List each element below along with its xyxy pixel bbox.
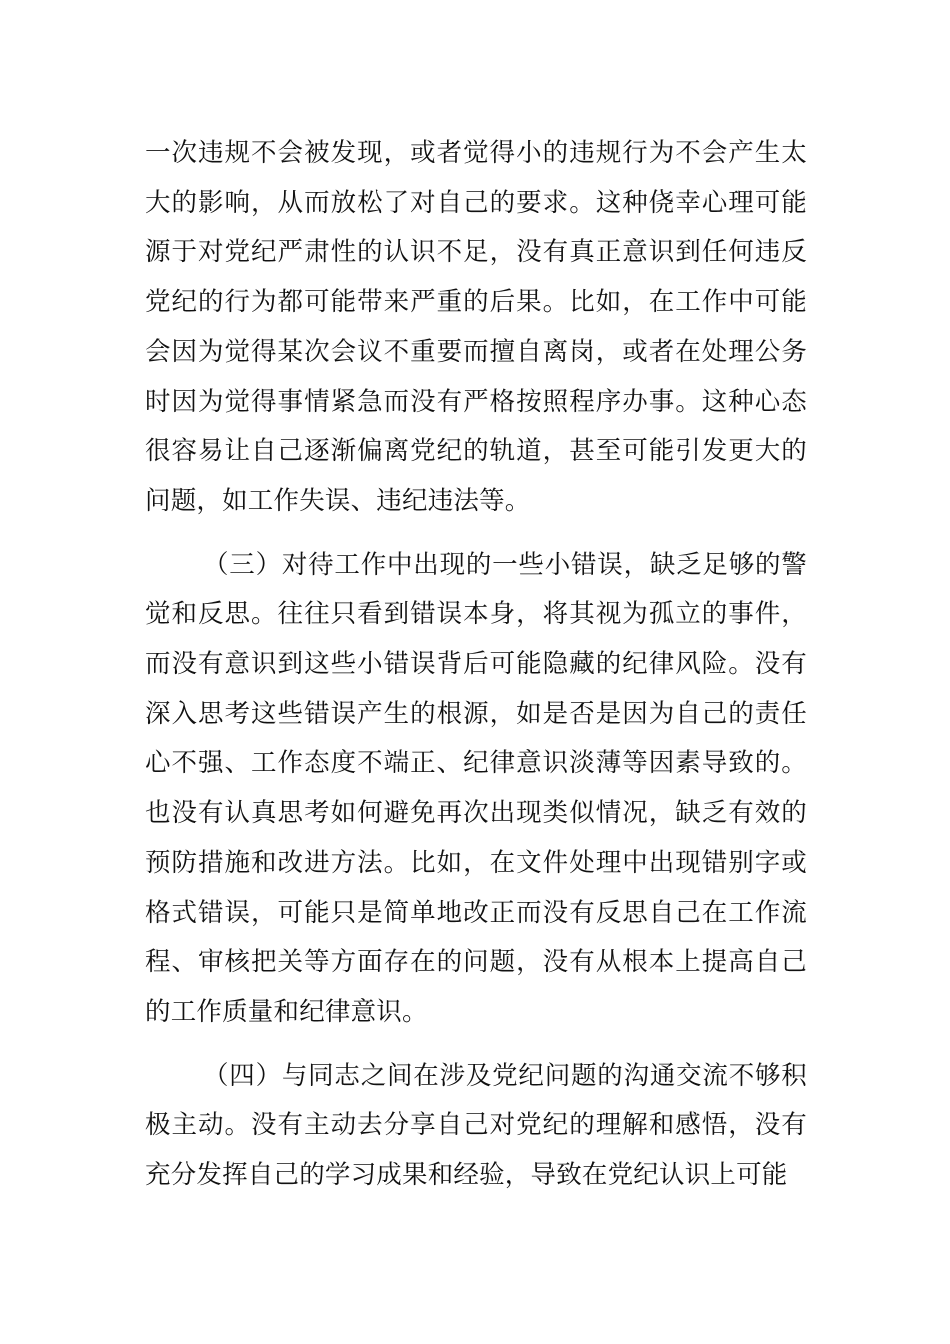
paragraph-continued: 一次违规不会被发现，或者觉得小的违规行为不会产生太大的影响，从而放松了对自己的要求。这种侥幸心理可能源于对党纪严肃性的认识不足，没有真正意识到任何违反党纪的行为都可能带来严重的后果。比如，在工作中可能会因为觉得某次会议不重要而擅自离岗，或者在处理公务时因为觉得事情紧急而没有严格按照程序办事。这种心态很容易让自己逐渐偏离党纪的轨道，甚至可能引发更大的问题，如工作失误、违纪违法等。 [145, 138, 807, 516]
document-body [145, 129, 807, 1201]
paragraph-section-four: （四）与同志之间在涉及党纪问题的沟通交流不够积极主动。没有主动去分享自己对党纪的理解和感悟，没有充分发挥自己的学习成果和经验，导致在党纪认识上可能 [145, 1060, 807, 1191]
paragraph-spacer [145, 527, 807, 541]
paragraph-section-three: （三）对待工作中出现的一些小错误，缺乏足够的警觉和反思。往往只看到错误本身，将其视为孤立的事件，而没有意识到这些小错误背后可能隐藏的纪律风险。没有深入思考这些错误产生的根源，如是否是因为自己的责任心不强、工作态度不端正、纪律意识淡薄等因素导致的。也没有认真思考如何避免再次出现类似情况，缺乏有效的预防措施和改进方法。比如，在文件处理中出现错别字或格式错误，可能只是简单地改正而没有反思自己在工作流程、审核把关等方面存在的问题，没有从根本上提高自己的工作质量和纪律意识。 [145, 549, 807, 1027]
paragraph-spacer [145, 1038, 807, 1052]
